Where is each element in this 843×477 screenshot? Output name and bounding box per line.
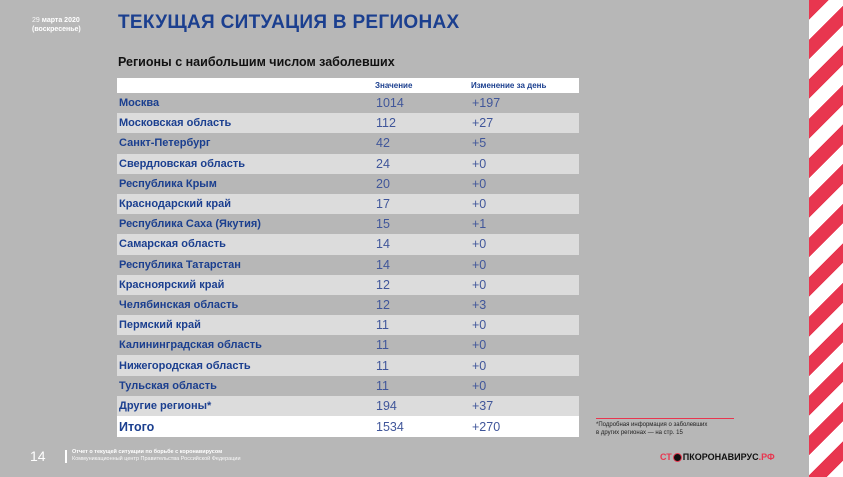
- region-change: +0: [469, 255, 579, 275]
- table-row: [117, 335, 579, 355]
- date-block: [32, 16, 81, 34]
- table-row: [117, 214, 579, 234]
- footnote-line: *Подробная информация о заболевших: [596, 422, 708, 428]
- region-name: Свердловская область: [117, 154, 373, 174]
- footer-divider: [65, 450, 67, 463]
- table-row: [117, 133, 579, 153]
- region-value: 42: [373, 133, 469, 153]
- region-name: Тульская область: [117, 376, 373, 396]
- table-total-row: [117, 416, 579, 437]
- region-change: +0: [469, 376, 579, 396]
- region-name: Республика Крым: [117, 174, 373, 194]
- table-row: [117, 93, 579, 113]
- region-value: 12: [373, 275, 469, 295]
- table-row: [117, 174, 579, 194]
- region-value: 11: [373, 335, 469, 355]
- region-value: 24: [373, 154, 469, 174]
- region-change: +0: [469, 194, 579, 214]
- region-change: +27: [469, 113, 579, 133]
- header-change: Изменение за день: [469, 78, 579, 93]
- region-value: 11: [373, 376, 469, 396]
- region-change: +0: [469, 234, 579, 254]
- table-row: [117, 255, 579, 275]
- region-name: Челябинская область: [117, 295, 373, 315]
- region-change: +197: [469, 93, 579, 113]
- region-name: Санкт-Петербург: [117, 133, 373, 153]
- logo-text-domain: .РФ: [758, 452, 775, 462]
- table-header-row: [117, 78, 579, 93]
- region-change: +3: [469, 295, 579, 315]
- page-number: 14: [30, 448, 46, 464]
- table-row: [117, 234, 579, 254]
- table-row: [117, 355, 579, 375]
- region-name: Красноярский край: [117, 275, 373, 295]
- region-change: +0: [469, 174, 579, 194]
- region-name: Калининградская область: [117, 335, 373, 355]
- table-row: [117, 315, 579, 335]
- region-value: 112: [373, 113, 469, 133]
- regions-table: [117, 78, 579, 437]
- region-value: 15: [373, 214, 469, 234]
- region-value: 1014: [373, 93, 469, 113]
- header-value: Значение: [373, 78, 469, 93]
- region-change: +0: [469, 315, 579, 335]
- footnote: [596, 418, 734, 437]
- footer-text: [72, 449, 241, 463]
- region-name: Краснодарский край: [117, 194, 373, 214]
- region-name: Москва: [117, 93, 373, 113]
- total-value: 1534: [373, 416, 469, 437]
- region-name: Самарская область: [117, 234, 373, 254]
- table-row: [117, 113, 579, 133]
- total-change: +270: [469, 416, 579, 437]
- decorative-stripes: [809, 0, 843, 477]
- region-name: Нижегородская область: [117, 355, 373, 375]
- region-value: 14: [373, 255, 469, 275]
- date-month: марта 2020: [41, 17, 80, 24]
- virus-icon: [673, 453, 682, 462]
- region-value: 17: [373, 194, 469, 214]
- region-change: +1: [469, 214, 579, 234]
- region-change: +0: [469, 335, 579, 355]
- table-subtitle: Регионы с наибольшим числом заболевших: [118, 55, 395, 69]
- table-row: [117, 275, 579, 295]
- footer-report-title: Отчет о текущей ситуации по борьбе с коронавирусом: [72, 449, 223, 455]
- table-row: [117, 396, 579, 416]
- region-change: +0: [469, 355, 579, 375]
- page-title: ТЕКУЩАЯ СИТУАЦИЯ В РЕГИОНАХ: [118, 12, 460, 33]
- region-name: Пермский край: [117, 315, 373, 335]
- region-value: 11: [373, 315, 469, 335]
- region-change: +5: [469, 133, 579, 153]
- region-change: +0: [469, 154, 579, 174]
- region-value: 12: [373, 295, 469, 315]
- footnote-line: в других регионах — на стр. 15: [596, 429, 683, 436]
- region-name: Республика Саха (Якутия): [117, 214, 373, 234]
- table-row: [117, 376, 579, 396]
- table-row: [117, 295, 579, 315]
- region-name: Республика Татарстан: [117, 255, 373, 275]
- region-change: +0: [469, 275, 579, 295]
- region-value: 14: [373, 234, 469, 254]
- region-name: Московская область: [117, 113, 373, 133]
- date-weekday: (воскресенье): [32, 26, 81, 33]
- header-region: [117, 78, 373, 93]
- region-value: 11: [373, 355, 469, 375]
- region-name: Другие регионы*: [117, 396, 373, 416]
- logo-text-start: СТ: [660, 452, 672, 462]
- stopcoronavirus-logo: [660, 452, 775, 462]
- table-row: [117, 154, 579, 174]
- table-row: [117, 194, 579, 214]
- footer-organization: Коммуникационный центр Правительства Российской Федерации: [72, 456, 241, 462]
- region-change: +37: [469, 396, 579, 416]
- region-value: 194: [373, 396, 469, 416]
- total-label: Итого: [117, 416, 373, 437]
- logo-text-main: ПКОРОНАВИРУС: [682, 452, 759, 462]
- region-value: 20: [373, 174, 469, 194]
- date-day: 29: [32, 17, 40, 24]
